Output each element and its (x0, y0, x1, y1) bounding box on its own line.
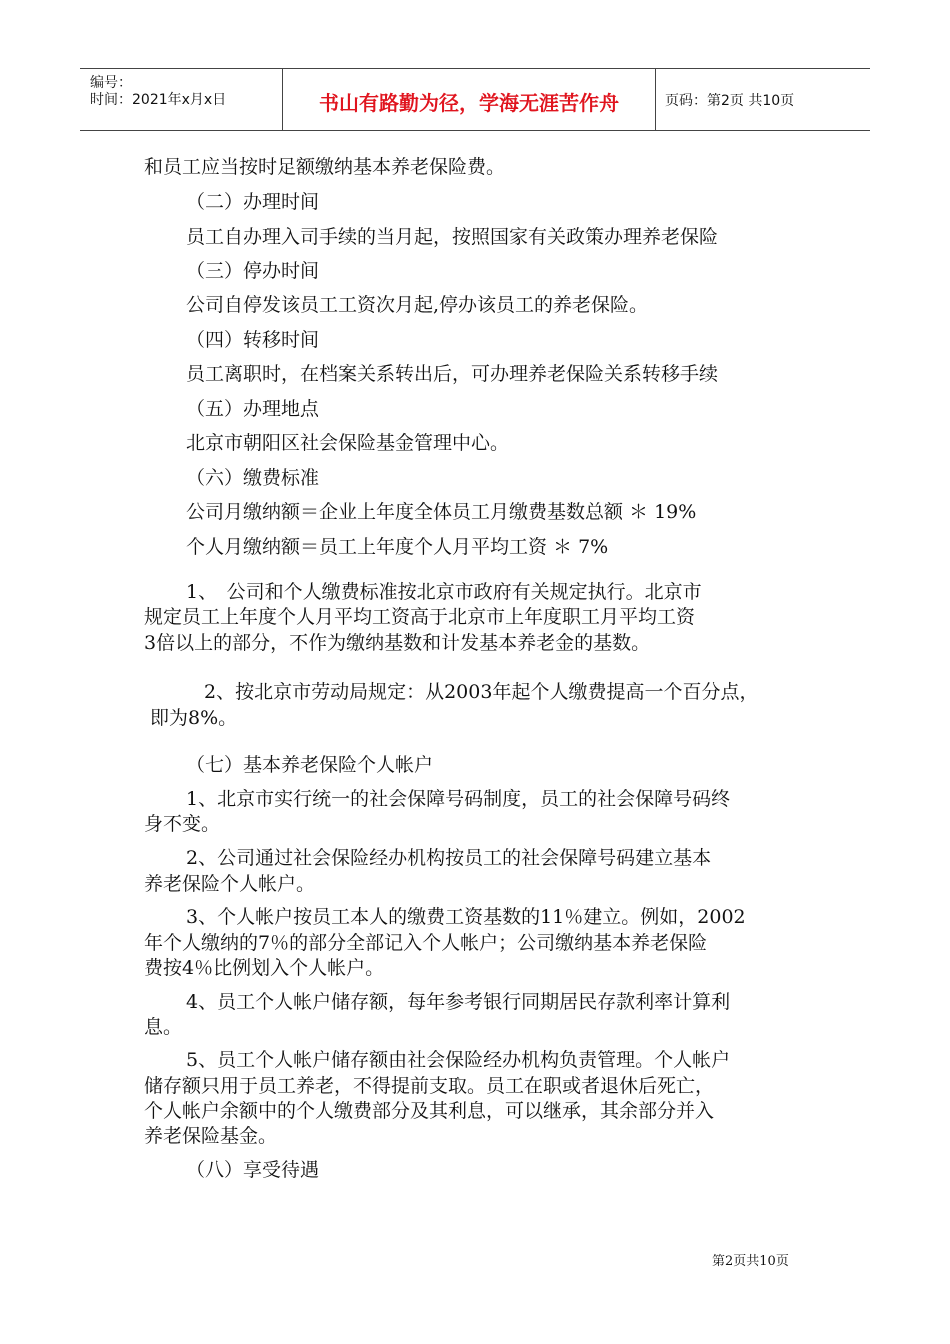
body-line: 1、 公司和个人缴费标准按北京市政府有关规定执行。北京市 (186, 581, 702, 603)
body-line: 5、员工个人帐户储存额由社会保险经办机构负责管理。个人帐户 (186, 1049, 731, 1071)
section-heading: （四）转移时间 (186, 329, 320, 351)
body-line: 息。 (144, 1016, 183, 1038)
section-heading: （三）停办时间 (186, 260, 320, 282)
number-label: 编号： (90, 75, 132, 91)
body-line: 北京市朝阳区社会保险基金管理中心。 (186, 432, 510, 454)
body-line: 规定员工上年度个人月平均工资高于北京市上年度职工月平均工资 (144, 606, 696, 628)
body-line: 4、员工个人帐户储存额，每年参考银行同期居民存款利率计算利 (186, 991, 731, 1013)
body-line: 员工离职时，在档案关系转出后，可办理养老保险关系转移手续 (186, 363, 719, 385)
body-line: 个人帐户余额中的个人缴费部分及其利息，可以继承，其余部分并入 (144, 1100, 715, 1122)
body-line: 3倍以上的部分，不作为缴纳基数和计发基本养老金的基数。 (144, 632, 651, 654)
section-heading: （八）享受待遇 (186, 1159, 320, 1181)
section-heading: （六）缴费标准 (186, 467, 320, 489)
body-line: 养老保险个人帐户。 (144, 873, 316, 895)
section-heading: （五）办理地点 (186, 398, 320, 420)
body-line: 费按4％比例划入个人帐户。 (144, 957, 385, 979)
body-line: 养老保险基金。 (144, 1125, 278, 1147)
time-label: 时间：2021年x月x日 (90, 92, 227, 108)
body-line: 1、北京市实行统一的社会保障号码制度，员工的社会保障号码终 (186, 788, 731, 810)
section-heading: （七）基本养老保险个人帐户 (186, 754, 434, 776)
body-line: 公司月缴纳额＝企业上年度全体员工月缴费基数总额 ＊ 19% (186, 501, 697, 523)
header-left-cell (80, 69, 282, 130)
body-line: 公司自停发该员工工资次月起,停办该员工的养老保险。 (186, 294, 649, 316)
body-line: 年个人缴纳的7％的部分全部记入个人帐户；公司缴纳基本养老保险 (144, 932, 708, 954)
header-right-cell (655, 69, 870, 130)
body-line: 即为8%。 (150, 707, 238, 729)
body-line: 2、按北京市劳动局规定：从2003年起个人缴费提高一个百分点， (204, 681, 759, 703)
body-line: 储存额只用于员工养老，不得提前支取。员工在职或者退休后死亡， (144, 1075, 715, 1097)
body-line: 和员工应当按时足额缴纳基本养老保险费。 (144, 156, 506, 178)
header-page-number: 页码：第2页 共10页 (665, 93, 795, 109)
body-line: 身不变。 (144, 813, 221, 835)
body-line: 3、个人帐户按员工本人的缴费工资基数的11％建立。例如，2002 (186, 906, 746, 928)
section-heading: （二）办理时间 (186, 191, 320, 213)
motto: 书山有路勤为径，学海无涯苦作舟 (319, 91, 619, 115)
footer-page-number: 第2页共10页 (712, 1254, 789, 1269)
body-line: 个人月缴纳额＝员工上年度个人月平均工资 ＊ 7% (186, 536, 609, 558)
header-middle-cell (282, 69, 656, 130)
body-line: 员工自办理入司手续的当月起，按照国家有关政策办理养老保险 (186, 226, 719, 248)
header-table (80, 68, 870, 131)
body-line: 2、公司通过社会保险经办机构按员工的社会保障号码建立基本 (186, 847, 712, 869)
